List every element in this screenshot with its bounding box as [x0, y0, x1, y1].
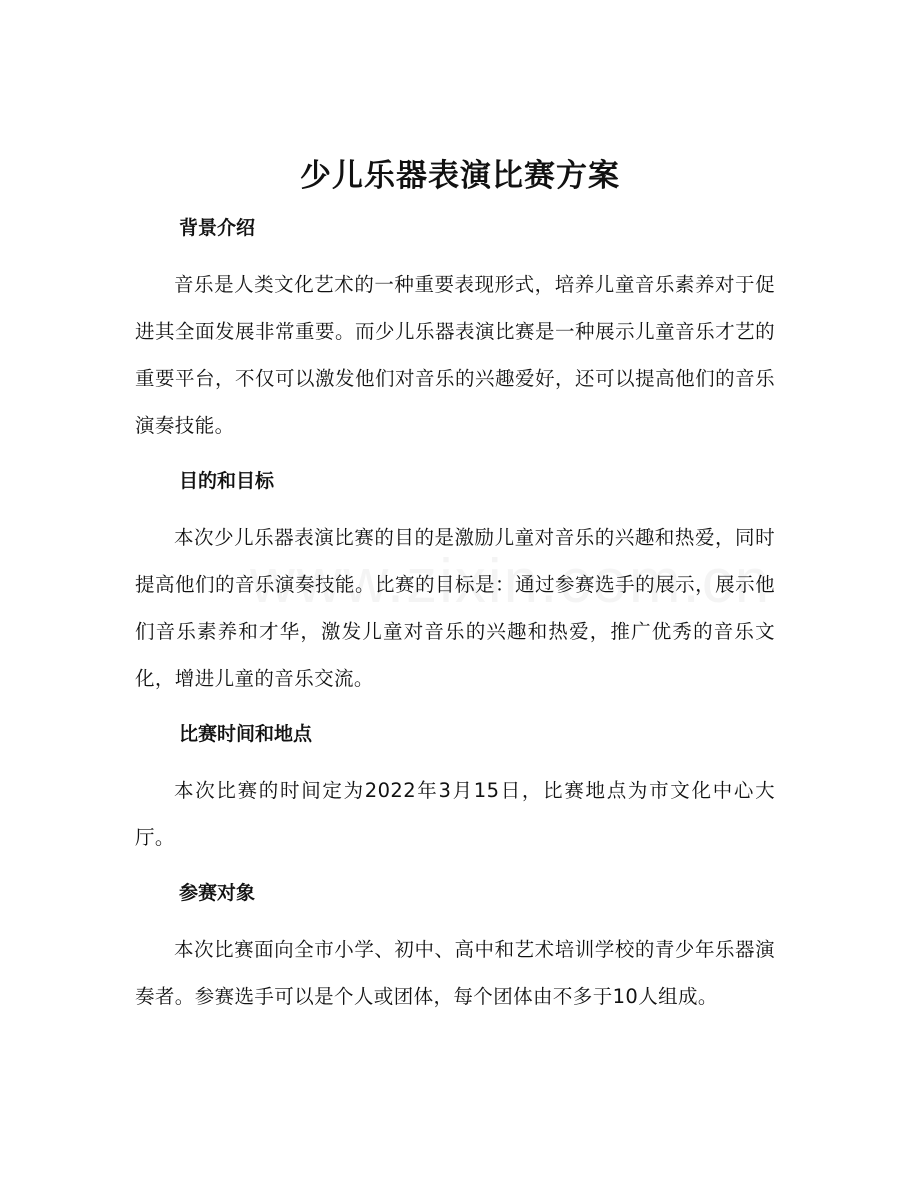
section-heading: 背景介绍 — [179, 217, 256, 239]
section-heading: 参赛对象 — [179, 882, 256, 904]
section-background — [135, 208, 775, 461]
section-heading: 目的和目标 — [179, 470, 275, 492]
section-paragraph: 音乐是人类文化艺术的一种重要表现形式，培养儿童音乐素养对于促进其全面发展非常重要。而少儿乐器表演比赛是一种展示儿童音乐才艺的重要平台，不仅可以激发他们对音乐的兴趣爱好，还可以提高他们的音乐演奏技能。 — [135, 273, 775, 437]
section-heading: 比赛时间和地点 — [179, 723, 313, 745]
section-goals — [135, 461, 775, 714]
section-paragraph: 本次比赛面向全市小学、初中、高中和艺术培训学校的青少年乐器演奏者。参赛选手可以是个人或团体，每个团体由不多于10人组成。 — [135, 938, 775, 1008]
section-participants — [135, 873, 775, 1020]
section-paragraph: 本次少儿乐器表演比赛的目的是激励儿童对音乐的兴趣和热爱，同时提高他们的音乐演奏技能。比赛的目标是：通过参赛选手的展示，展示他们音乐素养和才华，激发儿童对音乐的兴趣和热爱，推广优秀的音乐文化，增进儿童的音乐交流。 — [135, 526, 775, 690]
section-paragraph: 本次比赛的时间定为2022年3月15日，比赛地点为市文化中心大厅。 — [135, 779, 775, 849]
section-time-location — [135, 714, 775, 873]
document-body — [135, 208, 775, 1020]
document-title: 少儿乐器表演比赛方案 — [300, 158, 620, 194]
